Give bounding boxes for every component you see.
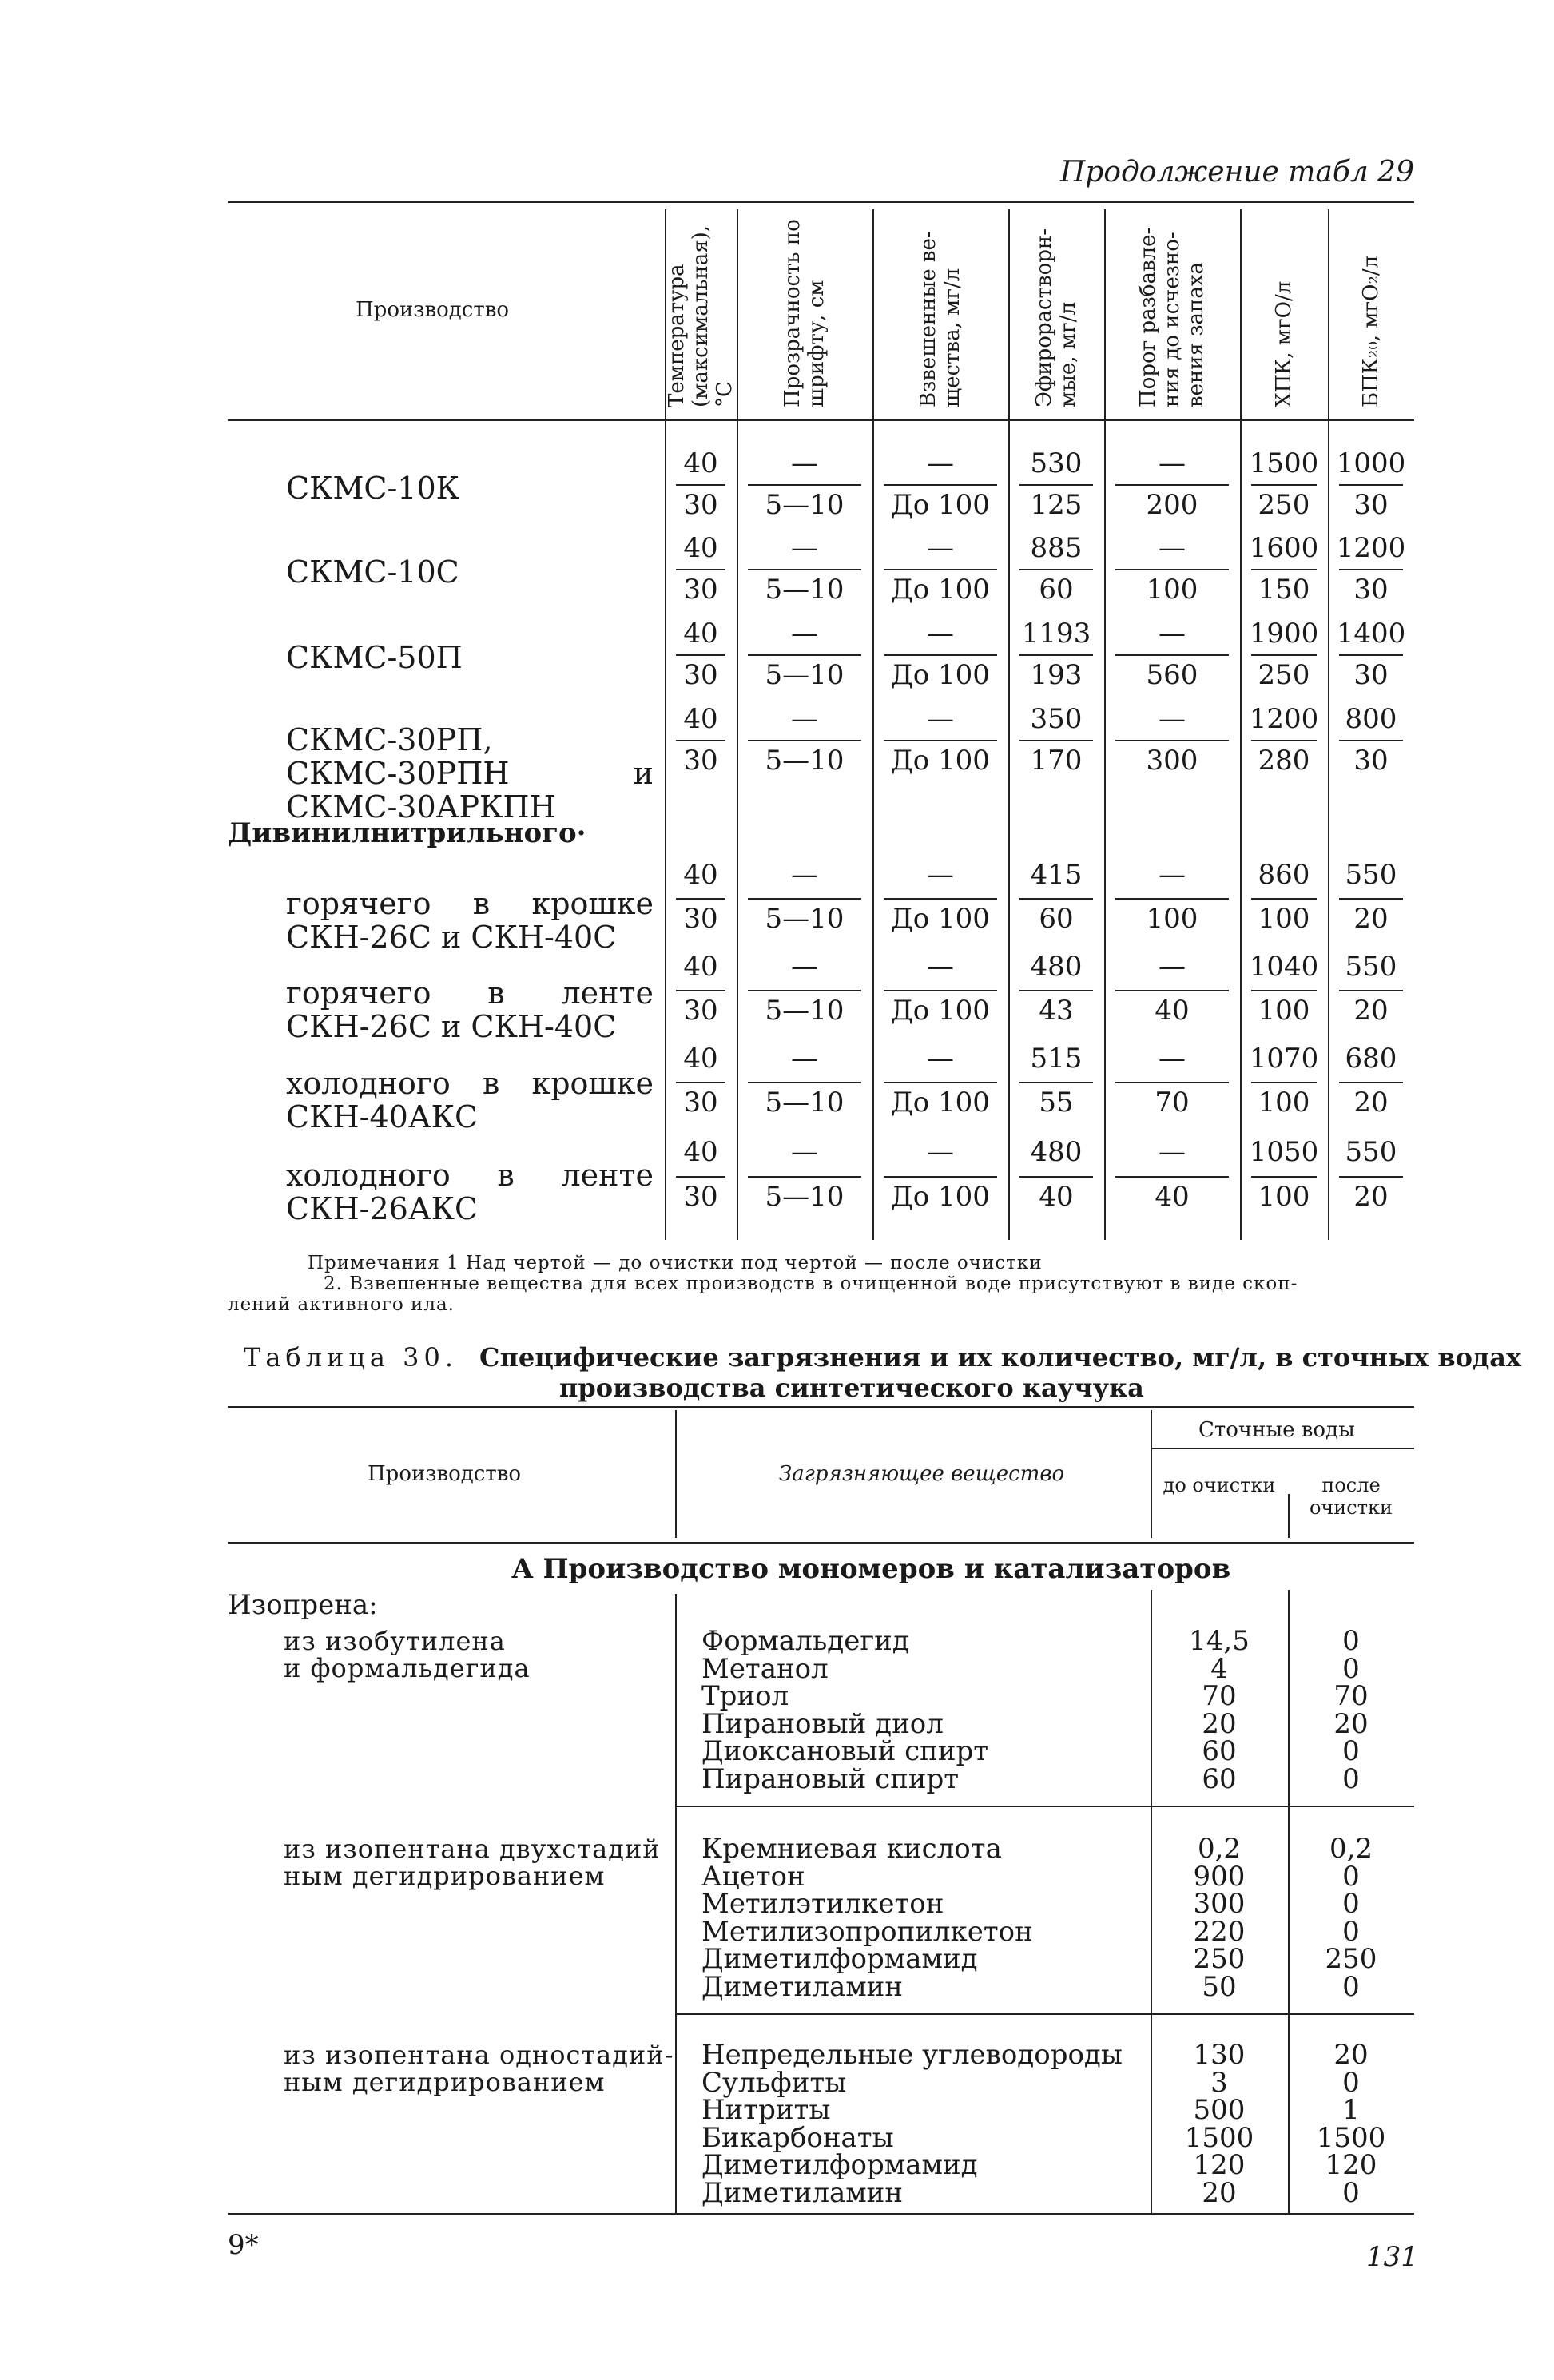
fraction-rule	[1339, 898, 1403, 900]
table29-cell: 30	[683, 659, 718, 691]
table29-cell: —	[791, 618, 818, 650]
table29-cell: —	[1159, 1043, 1186, 1075]
table29-cell: 40	[683, 703, 718, 735]
table30-before: 300	[1193, 1888, 1246, 1920]
table29-cell: 680	[1345, 1043, 1397, 1075]
table30-before: 500	[1193, 2094, 1246, 2126]
table30-block-rule	[675, 2013, 1414, 2015]
table29-cell: 250	[1258, 489, 1310, 521]
fraction-rule	[1251, 569, 1317, 570]
table29-cell: 100	[1146, 903, 1198, 935]
fraction-rule	[748, 484, 861, 486]
table29-cell: 60	[1039, 574, 1074, 606]
table29-cell: 100	[1146, 574, 1198, 606]
fraction-rule	[1339, 740, 1403, 741]
table29-cell: —	[927, 532, 954, 564]
table29-column-header: Эфирорастворн- мые, мг/л	[1032, 228, 1080, 407]
fraction-rule	[1019, 1176, 1093, 1178]
table30-title-line1: Специфические загрязнения и их количество, мг/л, в сточных водах	[479, 1342, 1522, 1373]
table30-before: 20	[1202, 2176, 1237, 2209]
table29-cell: 100	[1258, 1181, 1310, 1213]
table30-after: 0	[1342, 1860, 1360, 1893]
table30-before: 60	[1202, 1735, 1237, 1767]
fraction-rule	[1339, 569, 1403, 570]
fraction-rule	[1115, 898, 1229, 900]
fraction-rule	[1339, 1176, 1403, 1178]
table29-cell: —	[1159, 1136, 1186, 1168]
table30-after: 0	[1342, 1762, 1360, 1795]
table29-note-3: лений активного ила.	[228, 1294, 455, 1315]
table29-cell: До 100	[891, 489, 990, 521]
table29-cell: —	[791, 859, 818, 891]
table30-substance: Формальдегид	[701, 1625, 909, 1657]
table30-substance: Метилэтилкетон	[701, 1888, 944, 1920]
table29-cell: 550	[1345, 1136, 1397, 1168]
table29-cell: 885	[1030, 532, 1083, 564]
table30-header-rule	[228, 1542, 1414, 1544]
fraction-rule	[1251, 484, 1317, 486]
table30-title-prefix: Таблица 30.	[244, 1342, 459, 1373]
table29-cell: —	[927, 618, 954, 650]
production-name: горячего в ленте СКН-26С и СКН-40С	[286, 975, 654, 1044]
continuation-label: Продолжение табл 29	[1059, 156, 1414, 189]
fraction-rule	[884, 654, 997, 656]
fraction-rule	[748, 990, 861, 991]
table30-after: 1	[1342, 2094, 1360, 2126]
table29-cell: 5—10	[765, 903, 845, 935]
table29-cell: —	[791, 1136, 818, 1168]
fraction-rule	[676, 898, 725, 900]
table29-cell: 530	[1030, 447, 1083, 479]
table29-cell: До 100	[891, 659, 990, 691]
table30-col-divider	[1151, 1590, 1152, 2213]
table30-waters-rule	[1151, 1448, 1414, 1449]
table30-section-a: А Производство мономеров и катализаторов	[511, 1553, 1231, 1585]
table30-after: 20	[1333, 1707, 1369, 1740]
table29-cell: 43	[1039, 995, 1074, 1027]
production-name: СКМС-10К	[286, 471, 460, 506]
table29-cell: 200	[1146, 489, 1198, 521]
fraction-rule	[1115, 740, 1229, 741]
table29-col-divider	[872, 209, 874, 1240]
table30-before: 0,2	[1197, 1833, 1242, 1865]
table29-cell: 300	[1146, 745, 1198, 777]
table29-cell: —	[791, 703, 818, 735]
table29-cell: 1200	[1249, 703, 1319, 735]
fraction-rule	[1339, 654, 1403, 656]
table30-header-substance: Загрязняющее вещество	[779, 1462, 1065, 1486]
table30-before: 14,5	[1189, 1625, 1250, 1657]
fraction-rule	[884, 990, 997, 991]
table29-cell: До 100	[891, 1181, 990, 1213]
table29-cell: 20	[1353, 995, 1389, 1027]
fraction-rule	[1115, 990, 1229, 991]
table29-cell: 20	[1353, 1087, 1389, 1118]
table29-cell: 125	[1030, 489, 1083, 521]
table29-cell: 30	[1353, 745, 1389, 777]
table30-col-divider	[1151, 1410, 1152, 1538]
table30-header-after: после очистки	[1309, 1474, 1393, 1519]
production-name: холодного в ленте СКН-26АКС	[286, 1158, 654, 1226]
table30-before: 130	[1193, 2039, 1246, 2071]
table30-before: 60	[1202, 1762, 1237, 1795]
table29-cell: До 100	[891, 995, 990, 1027]
fraction-rule	[1251, 654, 1317, 656]
table29-cell: 1040	[1249, 951, 1319, 983]
table29-cell: 550	[1345, 859, 1397, 891]
table29-cell: 30	[683, 489, 718, 521]
table30-col-divider	[1288, 1494, 1290, 1538]
table29-cell: —	[927, 447, 954, 479]
production-name: СКМС-50П	[286, 640, 463, 675]
table29-column-header: БПК₂₀, мгО₂/л	[1359, 255, 1383, 407]
production-name: горячего в крошке СКН-26С и СКН-40С	[286, 886, 654, 955]
table30-before: 1500	[1184, 2121, 1254, 2154]
fraction-rule	[1019, 484, 1093, 486]
table29-cell: 415	[1030, 859, 1083, 891]
table30-after: 0	[1342, 2176, 1360, 2209]
table30-substance: Диметиламин	[701, 2176, 903, 2209]
table30-before: 220	[1193, 1915, 1246, 1948]
table29-cell: 5—10	[765, 574, 845, 606]
footer-left: 9*	[228, 2229, 259, 2261]
table30-col-divider	[675, 1594, 677, 2213]
table30-block-rule	[675, 1806, 1414, 1807]
table29-cell: 100	[1258, 995, 1310, 1027]
table29-cell: 30	[1353, 489, 1389, 521]
table29-cell: —	[927, 1136, 954, 1168]
table30-header-before: до очистки	[1163, 1474, 1276, 1496]
table30-before: 250	[1193, 1943, 1246, 1975]
table29-col-divider	[1104, 209, 1106, 1240]
table29-cell: 1070	[1249, 1043, 1319, 1075]
table29-cell: 40	[683, 1043, 718, 1075]
table29-cell: 55	[1039, 1087, 1074, 1118]
table30-substance: Ацетон	[701, 1860, 805, 1893]
table29-cell: —	[1159, 447, 1186, 479]
table29-cell: 30	[683, 995, 718, 1027]
fraction-rule	[1115, 654, 1229, 656]
fraction-rule	[1251, 1082, 1317, 1083]
fraction-rule	[676, 484, 725, 486]
fraction-rule	[676, 654, 725, 656]
production-name: СКМС-30РП, СКМС-30РПН и СКМС-30АРКПН	[286, 722, 654, 824]
table30-substance: Бикарбонаты	[701, 2121, 894, 2154]
table29-cell: 1400	[1336, 618, 1406, 650]
table30-before: 120	[1193, 2149, 1246, 2181]
table30-substance: Диметилформамид	[701, 1943, 978, 1975]
table30-substance: Непредельные углеводороды	[701, 2039, 1123, 2071]
table30-substance: Диметилформамид	[701, 2149, 978, 2181]
table29-cell: 30	[1353, 574, 1389, 606]
table30-production: из изобутилена и формальдегида	[284, 1626, 531, 1683]
fraction-rule	[1115, 484, 1229, 486]
table30-before: 900	[1193, 1860, 1246, 1893]
fraction-rule	[1339, 1082, 1403, 1083]
fraction-rule	[748, 1176, 861, 1178]
table30-after: 0	[1342, 1970, 1360, 2003]
table29-note-1: Примечания 1 Над чертой — до очистки под чертой — после очистки	[308, 1253, 1043, 1273]
table29-cell: 100	[1258, 1087, 1310, 1118]
table29-cell: 20	[1353, 1181, 1389, 1213]
table30-after: 1500	[1316, 2121, 1386, 2154]
table29-cell: 560	[1146, 659, 1198, 691]
table29-cell: 1200	[1336, 532, 1406, 564]
table29-cell: 170	[1030, 745, 1083, 777]
table29-cell: 60	[1039, 903, 1074, 935]
table29-cell: 280	[1258, 745, 1310, 777]
table29-cell: 350	[1030, 703, 1083, 735]
table29-header-rule	[228, 419, 1414, 421]
table30-after: 0	[1342, 1915, 1360, 1948]
table30-before: 4	[1210, 1652, 1228, 1685]
table30-after: 70	[1333, 1680, 1369, 1712]
table29-cell: 20	[1353, 903, 1389, 935]
table29-cell: 1600	[1249, 532, 1319, 564]
table30-substance: Диоксановый спирт	[701, 1735, 989, 1767]
fraction-rule	[1019, 569, 1093, 570]
table29-subheading: Дивинилнитрильного·	[228, 817, 586, 849]
table30-before: 50	[1202, 1970, 1237, 2003]
table29-cell: 30	[683, 903, 718, 935]
table29-cell: 30	[1353, 659, 1389, 691]
fraction-rule	[1251, 898, 1317, 900]
fraction-rule	[676, 1082, 725, 1083]
table30-substance: Нитриты	[701, 2094, 831, 2126]
fraction-rule	[676, 569, 725, 570]
fraction-rule	[1251, 990, 1317, 991]
fraction-rule	[884, 569, 997, 570]
table29-cell: 100	[1258, 903, 1310, 935]
fraction-rule	[884, 1082, 997, 1083]
fraction-rule	[1019, 1082, 1093, 1083]
fraction-rule	[1019, 654, 1093, 656]
table29-cell: До 100	[891, 903, 990, 935]
table30-substance: Триол	[701, 1680, 789, 1712]
fraction-rule	[1339, 484, 1403, 486]
table29-cell: 150	[1258, 574, 1310, 606]
table30-after: 0	[1342, 1888, 1360, 1920]
table29-cell: 480	[1030, 1136, 1083, 1168]
table30-substance: Кремниевая кислота	[701, 1833, 1002, 1865]
table30-top-rule	[228, 1406, 1414, 1408]
table29-note-2: 2. Взвешенные вещества для всех производств в очищенной воде присутствуют в виде скоп-	[324, 1273, 1298, 1294]
table29-cell: 1193	[1021, 618, 1091, 650]
table30-after: 0,2	[1329, 1833, 1373, 1865]
fraction-rule	[1251, 1176, 1317, 1178]
production-name: холодного в крошке СКН-40АКС	[286, 1066, 654, 1134]
table30-before: 20	[1202, 1707, 1237, 1740]
table29-cell: 5—10	[765, 659, 845, 691]
table29-top-rule	[228, 201, 1414, 203]
table30-bottom-rule	[228, 2213, 1414, 2215]
table29-cell: 5—10	[765, 1181, 845, 1213]
table29-cell: 1050	[1249, 1136, 1319, 1168]
table29-cell: 40	[683, 618, 718, 650]
table30-after: 0	[1342, 1652, 1360, 1685]
table29-cell: —	[1159, 703, 1186, 735]
table30-substance: Метанол	[701, 1652, 829, 1685]
table30-substance: Метилизопропилкетон	[701, 1915, 1033, 1948]
table29-cell: —	[1159, 618, 1186, 650]
table29-cell: 1900	[1249, 618, 1319, 650]
table30-after: 0	[1342, 2066, 1360, 2099]
table30-substance: Пирановый спирт	[701, 1762, 960, 1795]
table29-cell: 70	[1155, 1087, 1190, 1118]
table29-column-header: Температура (максимальная), °С	[665, 224, 737, 407]
fraction-rule	[884, 898, 997, 900]
table29-cell: 860	[1258, 859, 1310, 891]
table29-cell: 550	[1345, 951, 1397, 983]
table29-cell: 800	[1345, 703, 1397, 735]
table30-after: 250	[1325, 1943, 1377, 1975]
table30-after: 120	[1325, 2149, 1377, 2181]
table30-production: из изопентана двухстадий ным дегидрированием	[284, 1834, 661, 1891]
table29-cell: 40	[1155, 1181, 1190, 1213]
table29-cell: 40	[683, 951, 718, 983]
table30-header-production: Производство	[368, 1462, 522, 1486]
table29-cell: 40	[683, 532, 718, 564]
fraction-rule	[884, 1176, 997, 1178]
fraction-rule	[1339, 990, 1403, 991]
table29-cell: 30	[683, 574, 718, 606]
page-number: 131	[1366, 2241, 1418, 2273]
fraction-rule	[1251, 740, 1317, 741]
table29-cell: —	[927, 951, 954, 983]
fraction-rule	[676, 990, 725, 991]
fraction-rule	[748, 1082, 861, 1083]
table29-cell: 5—10	[765, 1087, 845, 1118]
table29-cell: 30	[683, 745, 718, 777]
fraction-rule	[748, 569, 861, 570]
table29-cell: 5—10	[765, 995, 845, 1027]
table29-cell: —	[927, 703, 954, 735]
table30-substance: Пирановый диол	[701, 1707, 944, 1740]
table29-cell: —	[791, 532, 818, 564]
table29-cell: 40	[1155, 995, 1190, 1027]
table29-column-header: Взвешенные ве- щества, мг/л	[916, 231, 964, 407]
table29-cell: 480	[1030, 951, 1083, 983]
fraction-rule	[1115, 1176, 1229, 1178]
table29-cell: —	[1159, 859, 1186, 891]
table29-cell: 1000	[1336, 447, 1406, 479]
table30-substance: Диметиламин	[701, 1970, 903, 2003]
table29-cell: —	[791, 1043, 818, 1075]
table29-cell: 5—10	[765, 489, 845, 521]
table29-header-production: Производство	[356, 298, 510, 322]
table29-column-header: ХПК, мгО/л	[1272, 280, 1296, 407]
table30-after: 20	[1333, 2039, 1369, 2071]
fraction-rule	[748, 898, 861, 900]
table30-before: 3	[1210, 2066, 1228, 2099]
table29-cell: 40	[683, 1136, 718, 1168]
table29-cell: —	[1159, 951, 1186, 983]
fraction-rule	[748, 654, 861, 656]
fraction-rule	[884, 740, 997, 741]
table29-cell: 30	[683, 1087, 718, 1118]
table29-cell: До 100	[891, 1087, 990, 1118]
fraction-rule	[748, 740, 861, 741]
table29-cell: 40	[683, 447, 718, 479]
table29-cell: До 100	[891, 745, 990, 777]
table30-after: 0	[1342, 1735, 1360, 1767]
table29-cell: 40	[683, 859, 718, 891]
table29-cell: 5—10	[765, 745, 845, 777]
table29-column-header: Прозрачность по шрифту, см	[781, 219, 829, 407]
table30-production: из изопентана одностадий- ным дегидрированием	[284, 2040, 674, 2097]
fraction-rule	[676, 740, 725, 741]
table30-title-line2: производства синтетического каучука	[559, 1373, 1144, 1403]
fraction-rule	[884, 484, 997, 486]
table30-col-divider	[1288, 1590, 1290, 2213]
table29-cell: 250	[1258, 659, 1310, 691]
fraction-rule	[1019, 990, 1093, 991]
fraction-rule	[1019, 740, 1093, 741]
table29-cell: 515	[1030, 1043, 1083, 1075]
table29-cell: 1500	[1249, 447, 1319, 479]
table29-cell: До 100	[891, 574, 990, 606]
table29-cell: 40	[1039, 1181, 1074, 1213]
fraction-rule	[1019, 898, 1093, 900]
table30-before: 70	[1202, 1680, 1237, 1712]
table29-cell: 193	[1030, 659, 1083, 691]
table30-col-divider	[675, 1410, 677, 1538]
production-name: СКМС-10С	[286, 554, 459, 590]
table29-cell: 30	[683, 1181, 718, 1213]
fraction-rule	[1115, 1082, 1229, 1083]
table30-substance: Сульфиты	[701, 2066, 847, 2099]
table30-after: 0	[1342, 1625, 1360, 1657]
table29-cell: —	[1159, 532, 1186, 564]
table29-column-header: Порог разбавле- ния до исчезно- вения запаха	[1136, 227, 1208, 407]
table30-header-waters: Сточные воды	[1198, 1418, 1355, 1442]
fraction-rule	[1115, 569, 1229, 570]
table29-cell: —	[791, 447, 818, 479]
table29-cell: —	[791, 951, 818, 983]
table30-isoprene: Изопрена:	[228, 1589, 378, 1621]
fraction-rule	[676, 1176, 725, 1178]
table29-cell: —	[927, 1043, 954, 1075]
table29-cell: —	[927, 859, 954, 891]
